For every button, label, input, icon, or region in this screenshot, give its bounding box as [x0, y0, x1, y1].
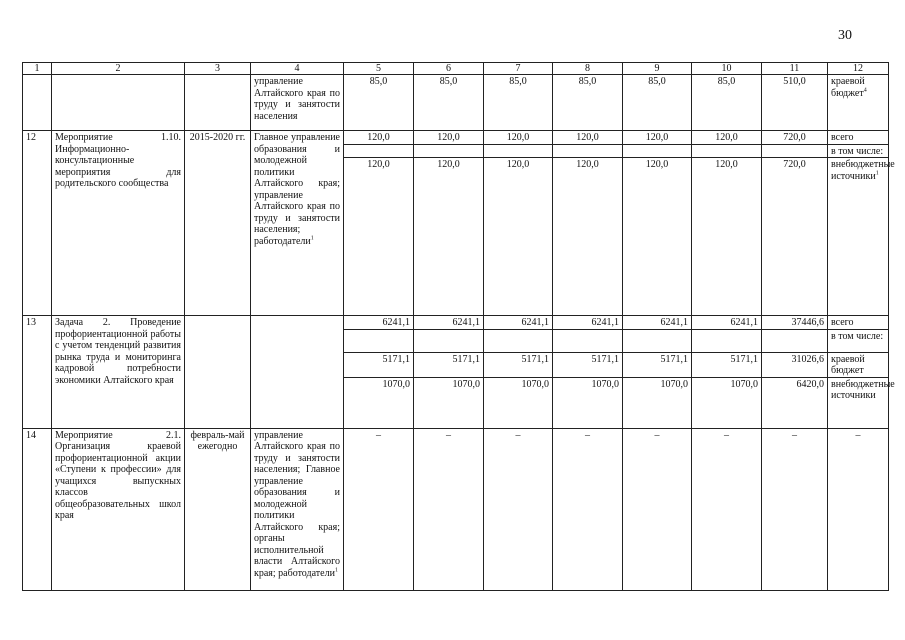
value-cell: 120,0	[692, 131, 762, 145]
period-cell: 2015-2020 гг.	[185, 131, 251, 316]
col-number: 4	[251, 63, 344, 75]
dash-cell: –	[762, 428, 828, 590]
source-cell: всего	[828, 316, 889, 330]
col-number: 12	[828, 63, 889, 75]
value-cell: 85,0	[484, 75, 553, 131]
source-cell: краевой бюджет$^4$	[828, 75, 889, 131]
value-cell: 120,0	[553, 158, 623, 316]
source-cell: внебюджетные источники$^1$	[828, 158, 889, 316]
executor-cell: управление Алтайского края по труду и занятости населения	[251, 75, 344, 131]
total-cell: 31026,6	[762, 352, 828, 377]
value-cell: 6241,1	[623, 316, 692, 330]
value-cell: 1070,0	[623, 377, 692, 428]
source-cell: внебюджетные источники	[828, 377, 889, 428]
col-number: 9	[623, 63, 692, 75]
dash-cell: –	[414, 428, 484, 590]
table-row	[23, 75, 889, 131]
col-number: 6	[414, 63, 484, 75]
row-number: 13	[23, 316, 52, 429]
dash-cell: –	[692, 428, 762, 590]
table-row	[23, 131, 889, 145]
value-cell: 6241,1	[553, 316, 623, 330]
dash-cell: –	[484, 428, 553, 590]
value-cell: 5171,1	[623, 352, 692, 377]
measure-name: Мероприятие 2.1. Организация краевой профориентационной акции «Ступени к профессии» для учащихся выпускных классов общеобразовательных школ края	[52, 428, 185, 590]
value-cell: 1070,0	[414, 377, 484, 428]
table-row	[23, 316, 889, 330]
period-cell: февраль-май ежегодно	[185, 428, 251, 590]
value-cell: 120,0	[344, 158, 414, 316]
value-cell: 120,0	[623, 131, 692, 145]
page-number: 30	[838, 28, 852, 43]
value-cell: 85,0	[553, 75, 623, 131]
value-cell: 120,0	[623, 158, 692, 316]
source-cell: в том числе:	[828, 144, 889, 158]
total-cell: 720,0	[762, 131, 828, 145]
value-cell: 1070,0	[553, 377, 623, 428]
total-cell: 6420,0	[762, 377, 828, 428]
dash-cell: –	[344, 428, 414, 590]
value-cell: 5171,1	[553, 352, 623, 377]
col-number: 1	[23, 63, 52, 75]
measure-name: Мероприятие 1.10. Информационно-консультационные мероприятия для родительского сообщества	[52, 131, 185, 316]
program-table	[22, 62, 895, 591]
value-cell: 1070,0	[344, 377, 414, 428]
value-cell: 120,0	[692, 158, 762, 316]
col-number: 8	[553, 63, 623, 75]
value-cell: 1070,0	[484, 377, 553, 428]
row-number: 14	[23, 428, 52, 590]
value-cell: 120,0	[414, 131, 484, 145]
col-number: 11	[762, 63, 828, 75]
dash-cell: –	[623, 428, 692, 590]
value-cell: 5171,1	[414, 352, 484, 377]
source-cell: всего	[828, 131, 889, 145]
task-name: Задача 2. Проведение профориентационной работы с учетом тенденций развития рынка труда и мониторинга кадровой потребности экономики Алтайского края	[52, 316, 185, 429]
col-number: 2	[52, 63, 185, 75]
table-row	[23, 428, 889, 590]
col-number: 5	[344, 63, 414, 75]
value-cell: 120,0	[484, 131, 553, 145]
total-cell: 720,0	[762, 158, 828, 316]
value-cell: 120,0	[484, 158, 553, 316]
value-cell: 5171,1	[344, 352, 414, 377]
col-number: 3	[185, 63, 251, 75]
col-number: 10	[692, 63, 762, 75]
total-cell: 37446,6	[762, 316, 828, 330]
total-cell: 510,0	[762, 75, 828, 131]
value-cell: 5171,1	[692, 352, 762, 377]
value-cell: 1070,0	[692, 377, 762, 428]
value-cell: 85,0	[692, 75, 762, 131]
dash-cell: –	[553, 428, 623, 590]
value-cell: 6241,1	[692, 316, 762, 330]
executor-cell: управление Алтайского края по труду и занятости населения; Главное управление образования и молодежной политики Алтайского края; органы исполнительной власти Алтайского края; работодатели$^1$	[251, 428, 344, 590]
col-number: 7	[484, 63, 553, 75]
value-cell: 85,0	[344, 75, 414, 131]
row-number: 12	[23, 131, 52, 316]
column-numbers-row	[23, 63, 889, 75]
value-cell: 120,0	[414, 158, 484, 316]
value-cell: 6241,1	[484, 316, 553, 330]
value-cell: 85,0	[414, 75, 484, 131]
value-cell: 6241,1	[344, 316, 414, 330]
source-cell: краевой бюджет	[828, 352, 889, 377]
value-cell: 5171,1	[484, 352, 553, 377]
value-cell: 6241,1	[414, 316, 484, 330]
value-cell: 120,0	[553, 131, 623, 145]
executor-cell: Главное управление образования и молодежной политики Алтайского края; управление Алтайского края по труду и занятости населения; работодатели$^1$	[251, 131, 344, 316]
value-cell: 120,0	[344, 131, 414, 145]
source-cell: в том числе:	[828, 329, 889, 352]
dash-cell: –	[828, 428, 889, 590]
value-cell: 85,0	[623, 75, 692, 131]
